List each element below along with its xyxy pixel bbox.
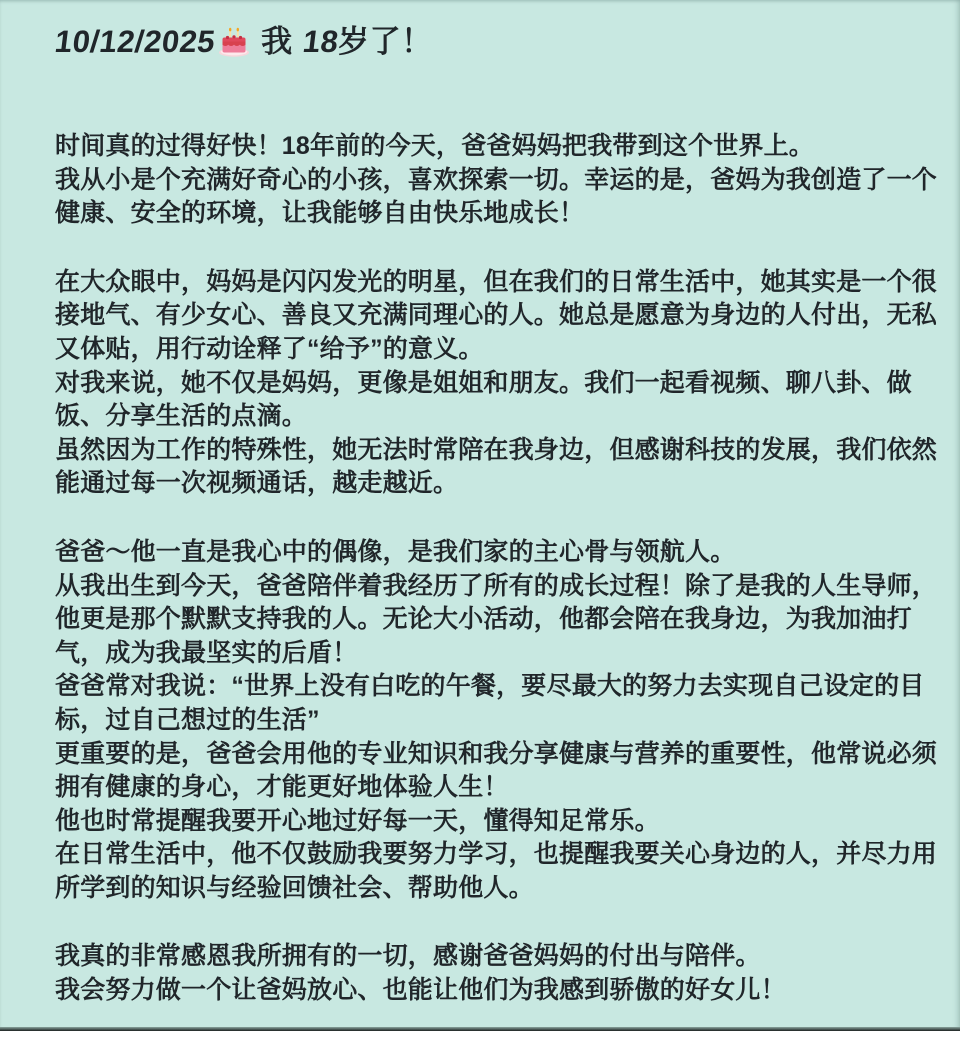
- text-line: 爸爸常对我说：“世界上没有白吃的午餐，要尽最大的努力去实现自己设定的目: [55, 672, 925, 701]
- text-line: 能通过每一次视频通话，越走越近。: [55, 469, 459, 498]
- text-line: 标，过自己想过的生活”: [55, 705, 320, 734]
- text-line: 爸爸～他一直是我心中的偶像，是我们家的主心骨与领航人。: [55, 537, 736, 566]
- text-line: 更重要的是，爸爸会用他的专业知识和我分享健康与营养的重要性，他常说必须: [55, 739, 938, 768]
- paragraph: [55, 266, 938, 501]
- text-line: 在日常生活中，他不仅鼓励我要努力学习，也提醒我要关心身边的人，并尽力用: [55, 840, 938, 869]
- title-age: 18: [300, 24, 341, 59]
- text-line: 在大众眼中，妈妈是闪闪发光的明星，但在我们的日常生活中，她其实是一个很: [55, 267, 938, 296]
- bottom-edge-shadow: [0, 1027, 960, 1031]
- title-word-i: 我: [261, 24, 293, 59]
- title-date: 10/12/2025: [52, 24, 218, 59]
- post-title: [52, 20, 915, 64]
- text-line: 我真的非常感恩我所拥有的一切，感谢爸爸妈妈的付出与陪伴。: [55, 942, 761, 971]
- title-suffix: 岁了！: [338, 24, 433, 59]
- paragraph: [55, 536, 938, 906]
- text-line: 健康、安全的环境，让我能够自由快乐地成长！: [55, 199, 585, 228]
- text-line: 拥有健康的身心，才能更好地体验人生！: [55, 773, 509, 802]
- text-line: 从我出生到今天，爸爸陪伴着我经历了所有的成长过程！除了是我的人生导师，: [55, 571, 938, 600]
- post-content: [52, 20, 938, 1043]
- post-body: [55, 130, 938, 1008]
- paragraph: [55, 940, 915, 1007]
- text-line: 我从小是个充满好奇心的小孩，喜欢探索一切。幸运的是，爸妈为我创造了一个: [55, 165, 938, 194]
- paragraph: [55, 130, 938, 231]
- text-line: 气，成为我最坚实的后盾！: [55, 638, 358, 667]
- text-line: 他也时常提醒我要开心地过好每一天，懂得知足常乐。: [55, 806, 660, 835]
- birthday-cake-icon: [217, 24, 251, 58]
- text-line: 饭、分享生活的点滴。: [55, 402, 308, 431]
- text-line: 接地气、有少女心、善良又充满同理心的人。她总是愿意为身边的人付出，无私: [55, 301, 938, 330]
- text-line: 时间真的过得好快！18年前的今天，爸爸妈妈把我带到这个世界上。: [55, 132, 815, 160]
- text-line: 对我来说，她不仅是妈妈，更像是姐姐和朋友。我们一起看视频、聊八卦、做: [55, 368, 912, 397]
- text-line: 我会努力做一个让爸妈放心、也能让他们为我感到骄傲的好女儿！: [55, 976, 786, 1005]
- text-line: 他更是那个默默支持我的人。无论大小活动，他都会陪在我身边，为我加油打: [55, 605, 912, 634]
- text-line: 虽然因为工作的特殊性，她无法时常陪在我身边，但感谢科技的发展，我们依然: [55, 435, 938, 464]
- text-line: 所学到的知识与经验回馈社会、帮助他人。: [55, 873, 534, 902]
- text-line: 又体贴，用行动诠释了“给予”的意义。: [55, 334, 484, 363]
